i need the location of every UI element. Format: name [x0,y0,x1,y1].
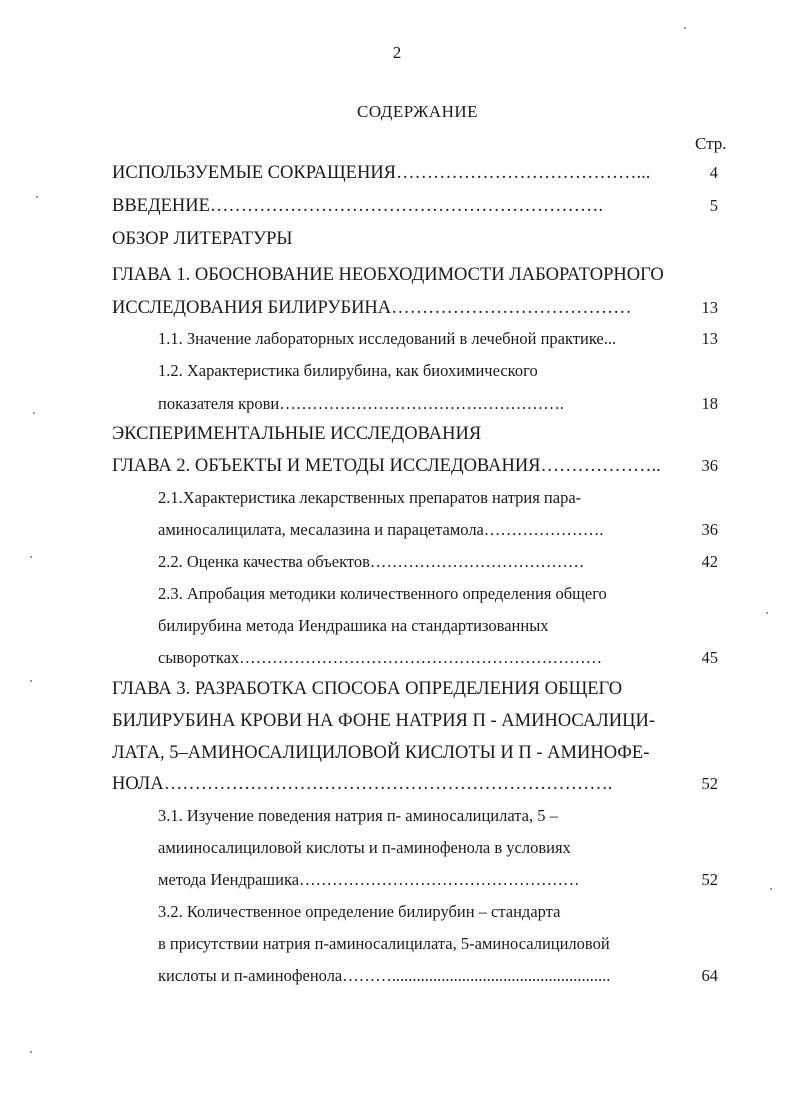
scan-speck [766,612,768,614]
toc-page-introduction: 5 [709,196,718,215]
toc-page-section-3-1: 52 [701,870,718,889]
scan-speck [30,680,32,682]
toc-page-abbreviations: 4 [709,163,718,182]
toc-page-section-1-2: 18 [701,394,718,413]
toc-entry-section-2-3-line1: 2.3. Апробация методики количественного определения общего [158,584,607,603]
page-number: 2 [392,43,402,62]
toc-entry-chapter1-line2: ИССЛЕДОВАНИЯ БИЛИРУБИНА………………………………… [112,298,632,318]
scan-speck [30,556,32,558]
toc-entry-chapter3-line2: БИЛИРУБИНА КРОВИ НА ФОНЕ НАТРИЯ П - АМИНОСАЛИЦИ- [112,711,655,731]
toc-page-chapter1: 13 [701,298,718,317]
toc-page-section-3-2: 64 [701,966,718,985]
toc-page-section-2-1: 36 [701,520,718,539]
toc-entry-section-3-1-line2: амииносалициловой кислоты и п-аминофенола в условиях [158,838,571,857]
toc-entry-chapter3-line3: ЛАТА, 5–АМИНОСАЛИЦИЛОВОЙ КИСЛОТЫ И П - АМИНОФЕ- [112,743,650,763]
toc-entry-section-2-3-line2: билирубина метода Иендрашика на стандартизованных [158,616,549,635]
toc-entry-abbreviations: ИСПОЛЬЗУЕМЫЕ СОКРАЩЕНИЯ…………………………………... [112,163,651,183]
toc-entry-section-2-2: 2.2. Оценка качества объектов………………………………… [158,552,585,571]
toc-entry-introduction: ВВЕДЕНИЕ………………………………………………………. [112,196,604,216]
toc-entry-section-3-2-line1: 3.2. Количественное определение билирубин – стандарта [158,902,561,921]
toc-entry-section-3-2-line3: кислоты и п-аминофенола………..................................................... [158,966,611,985]
toc-entry-section-1-2-line1: 1.2. Характеристика билирубина, как биохимического [158,361,538,380]
scan-speck [30,1051,32,1053]
toc-entry-chapter1-line1: ГЛАВА 1. ОБОСНОВАНИЕ НЕОБХОДИМОСТИ ЛАБОРАТОРНОГО [112,265,664,285]
toc-title: СОДЕРЖАНИЕ [357,102,479,121]
page-column-header: Стр. [695,134,727,153]
toc-page-chapter3: 52 [701,774,718,793]
toc-entry-section-2-3-line3: сыворотках………………………………………………………… [158,648,603,667]
toc-entry-literature-review: ОБЗОР ЛИТЕРАТУРЫ [112,229,293,249]
toc-entry-section-1-2-line2: показателя крови……………………………………………. [158,394,564,413]
toc-page-section-2-2: 42 [701,552,718,571]
toc-entry-section-3-1-line1: 3.1. Изучение поведения натрия п- аминосалицилата, 5 – [158,806,558,825]
scan-speck [684,27,686,29]
toc-entry-chapter2: ГЛАВА 2. ОБЪЕКТЫ И МЕТОДЫ ИССЛЕДОВАНИЯ……………….. [112,456,661,476]
scan-speck [770,888,772,890]
toc-page-section-2-3: 45 [701,648,718,667]
toc-page-chapter2: 36 [701,456,718,475]
toc-entry-section-1-1: 1.1. Значение лабораторных исследований в лечебной практике... [158,329,617,348]
scan-speck [33,412,35,414]
toc-entry-section-3-1-line3: метода Иендрашика…………………………………………… [158,870,580,889]
scan-speck [36,196,38,198]
toc-entry-section-3-2-line2: в присутствии натрия п-аминосалицилата, 5-аминосалициловой [158,934,610,953]
toc-entry-section-2-1-line2: аминосалицилата, месалазина и парацетамола…………………. [158,520,604,539]
toc-entry-experimental: ЭКСПЕРИМЕНТАЛЬНЫЕ ИССЛЕДОВАНИЯ [112,424,482,444]
toc-entry-section-2-1-line1: 2.1.Характеристика лекарственных препаратов натрия пара- [158,488,582,507]
toc-entry-chapter3-line1: ГЛАВА 3. РАЗРАБОТКА СПОСОБА ОПРЕДЕЛЕНИЯ ОБЩЕГО [112,679,623,699]
toc-page-section-1-1: 13 [701,329,718,348]
toc-entry-chapter3-line4: НОЛА………………………………………………………………. [112,774,613,794]
